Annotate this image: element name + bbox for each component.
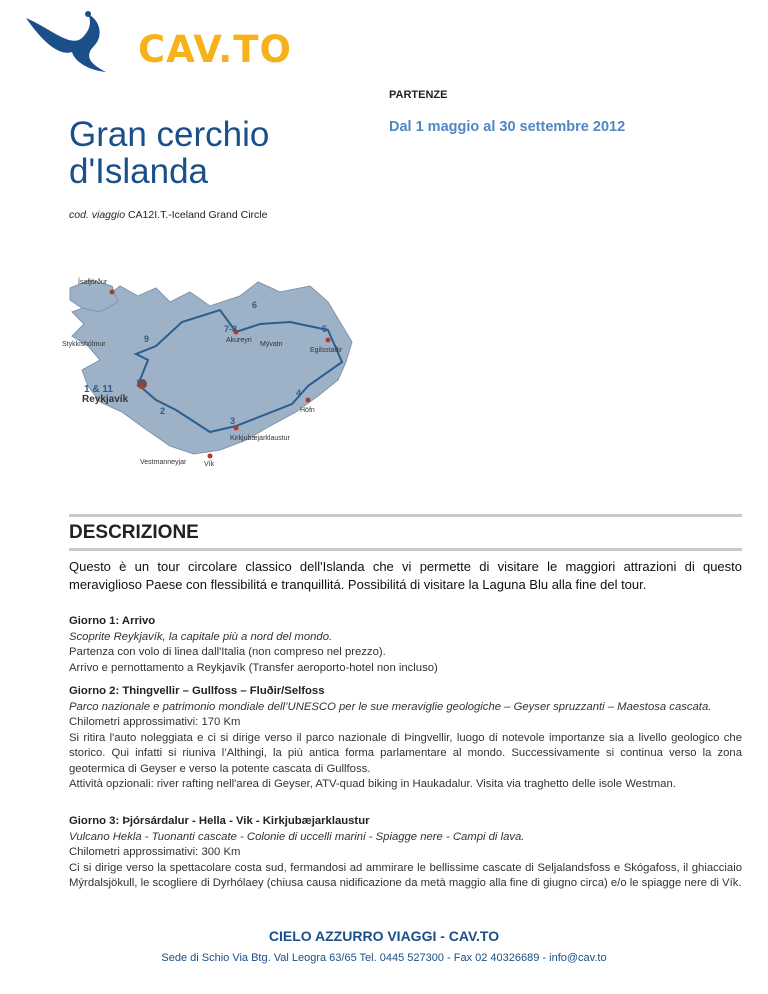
map-marker-kirkjubaejarklaustur [234,426,239,431]
departures-label: PARTENZE [389,89,448,101]
map-stop-10: 10 [136,378,147,388]
map-marker-egilsstadir [326,338,331,343]
day-line: Chilometri approssimativi: 170 Km [69,716,241,728]
iceland-landmass [72,282,352,454]
trip-code-label: cod. viaggio [69,209,126,221]
day-3 [69,814,742,892]
day-title: Giorno 3: Þjórsárdalur - Hella - Vik - Kirkjubæjarklaustur [69,815,370,827]
map-label-vestmanneyjar: Vestmanneyjar [140,459,187,466]
section-divider-bottom [69,548,742,551]
map-stop-5: 5 [322,324,328,334]
day-subtitle: Parco nazionale e patrimonio mondiale dell’UNESCO per le sue meraviglie geologiche – Geyser spruzzanti – Maestosa cascata. [69,700,712,713]
map-label-egilsstadir: Egilsstaðir [310,347,343,354]
map-stop-3: 3 [230,416,236,426]
day-line: Partenza con volo di linea dall'Italia (non compreso nel prezzo). [69,646,386,658]
day-line: Arrivo e pernottamento a Reykjavík (Transfer aeroporto-hotel non incluso) [69,661,438,674]
trip-code [69,209,267,221]
iceland-route-map [60,262,370,472]
day-title: Giorno 1: Arrivo [69,615,156,627]
description-intro: Questo è un tour circolare classico dell'Islanda che vi permette di visitare le maggiori attrazioni di questo meraviglioso Paese con flessibilitá e tranquillitá. Possibilitá di visitare la Laguna Blu alla fine del tour. [69,559,742,592]
map-label-vik: Vík [204,461,215,468]
trip-code-value: CA12I.T.-Iceland Grand Circle [127,209,268,221]
section-divider-top [69,514,742,517]
day-subtitle: Scoprite Reykjavík, la capitale più a nord del mondo. [69,630,333,643]
map-label-reykjavik: Reykjavík [82,394,129,405]
footer-contact-info: Sede di Schio Via Btg. Val Leogra 63/65 Tel. 0445 527300 - Fax 02 40326689 - info@cav.to [161,952,607,964]
day-line: Attività opzionali: river rafting nell'area di Geyser, ATV-quad biking in Haukadalur. Visita via traghetto delle isole Westman. [69,778,676,790]
company-logo [20,8,292,78]
map-label-stykkisholmur: Stykkishólmur [62,341,106,348]
map-label-kirkjubaejarklaustur: Kirkjubæjarklaustur [230,435,290,442]
departure-dates: Dal 1 maggio al 30 settembre 2012 [389,119,626,135]
map-stop-7-8: 7-8 [224,324,238,334]
day-line: Chilometri approssimativi: 300 Km [69,846,241,858]
map-label-myvatn: Mývatn [260,341,283,348]
day-1 [69,614,742,676]
map-marker-hofn [306,398,311,403]
footer-company-name: CIELO AZZURRO VIAGGI - CAV.TO [268,928,500,944]
map-stop-4: 4 [296,388,302,398]
map-marker-vik [208,454,213,459]
section-heading: DESCRIZIONE [69,522,199,543]
map-stop-6: 6 [252,300,258,310]
logo-text: CAV.TO [138,28,292,71]
day-2 [69,684,742,793]
map-label-akureyri: Akureyri [226,337,252,344]
map-label-isafjordur: Ísafjörður [78,279,108,286]
bird-logo-icon [20,8,130,78]
map-stop-2: 2 [160,406,166,416]
map-stop-1-11: 1 & 11 [84,384,113,395]
map-marker-isafjordur [110,290,115,295]
map-label-hofn: Höfn [300,407,315,414]
map-stop-9: 9 [144,334,150,344]
day-line: Si ritira l'auto noleggiata e ci si dirige verso il parco nazionale di Þingvellir, luogo di notevole importanze sia a livello geologico che storico. Qui infatti si riuniva l’Althingi, la più antica forma parlamentare al mondo. Successivamente si continua verso la zona geotermica di Geyser e verso la potente cascata di Gullfoss. [69,731,742,775]
day-title: Giorno 2: Thingvellir – Gullfoss – Fluðir/Selfoss [69,685,325,697]
page-title: Gran cerchio d'Islanda [69,115,270,191]
day-subtitle: Vulcano Hekla - Tuonanti cascate - Colonie di uccelli marini - Spiagge nere - Campi di lava. [69,830,525,843]
day-line: Ci si dirige verso la spettacolare costa sud, fermandosi ad ammirare le bellissime cascate di Seljalandsfoss e Skógafoss, il ghiacciaio Mýrdalsjökull, le scogliere di Dyrhólaey (chiusa causa nidificazione da metà maggio alla fine di giugno circa) e/o le spiagge nere di Vík. [69,861,742,889]
